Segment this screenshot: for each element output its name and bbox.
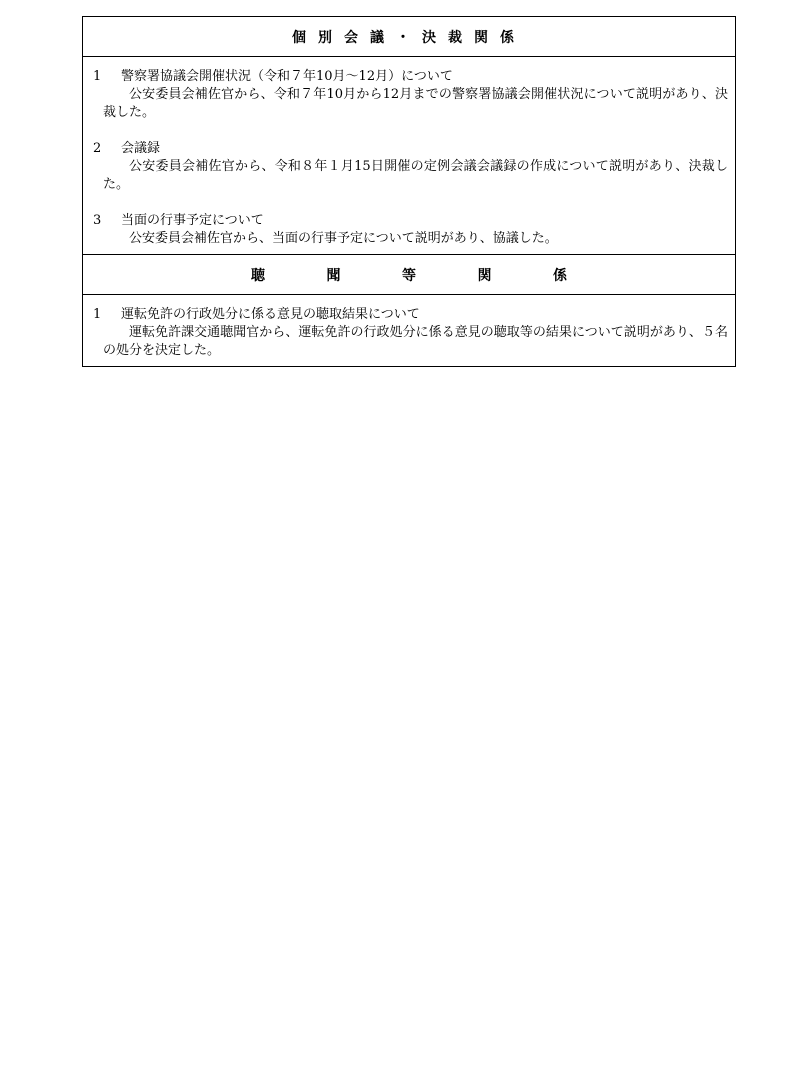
section-title-char: 等	[402, 267, 416, 284]
list-item	[93, 140, 728, 194]
section-title: 個別会議・決裁関係	[292, 29, 526, 46]
item-heading	[93, 212, 728, 230]
section-title	[251, 265, 567, 285]
item-title: 運転免許の行政処分に係る意見の聴取結果について	[121, 307, 420, 322]
list-item	[93, 68, 728, 122]
minutes-table	[82, 16, 736, 367]
item-heading	[93, 68, 728, 86]
item-number: 1	[93, 69, 102, 84]
item-heading	[93, 140, 728, 158]
item-description: 公安委員会補佐官から、令和８年１月15日開催の定例会議会議録の作成について説明があり、決裁した。	[103, 159, 728, 192]
section-body-hearings	[83, 295, 735, 366]
list-item	[93, 306, 728, 360]
list-item	[93, 212, 728, 248]
item-title: 会議録	[121, 141, 161, 156]
item-description: 公安委員会補佐官から、令和７年10月から12月までの警察署協議会開催状況について説明があり、決裁した。	[103, 87, 728, 120]
item-number: 3	[93, 213, 102, 228]
section-title-char: 関	[477, 267, 492, 284]
section-header-decisions	[83, 17, 735, 57]
item-heading	[93, 306, 728, 324]
section-title-char: 聴	[251, 267, 265, 284]
section-title-char: 係	[553, 267, 567, 284]
item-description: 運転免許課交通聴聞官から、運転免許の行政処分に係る意見の聴取等の結果について説明があり、５名の処分を決定した。	[103, 325, 728, 358]
item-title: 当面の行事予定について	[121, 213, 264, 228]
item-title: 警察署協議会開催状況（令和７年10月～12月）について	[121, 69, 453, 84]
section-body-decisions	[83, 57, 735, 254]
item-number: 1	[93, 307, 102, 322]
item-number: 2	[93, 141, 102, 156]
item-description: 公安委員会補佐官から、当面の行事予定について説明があり、協議した。	[129, 231, 558, 246]
section-title-char: 聞	[326, 267, 341, 284]
section-header-hearings	[83, 254, 735, 295]
